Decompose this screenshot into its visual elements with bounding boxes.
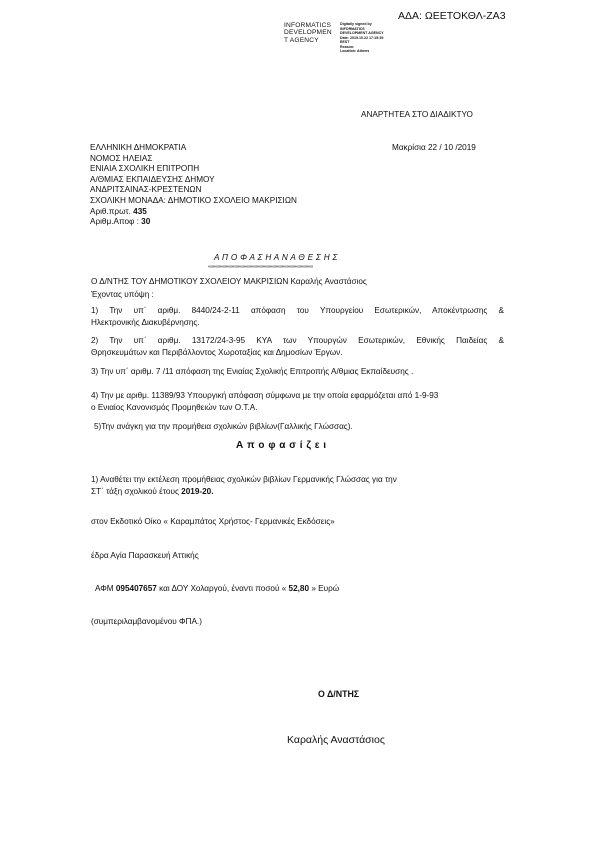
decision-number: Αριθμ.Αποφ : 30 [90, 217, 151, 227]
stamp-detail: DEVELOPMENT AGENCY [340, 31, 384, 35]
place-date: Μακρίσια 22 / 10 /2019 [392, 143, 476, 152]
item-5: 5)Την ανάγκη για την προμήθεια σχολικών βιβλίων(Γαλλικής Γλώσσας). [94, 422, 353, 431]
item-2-line-1: 2) Την υπ΄ αριθμ. 13172/24-3-95 ΚΥΑ των Υπουργών Εσωτερικών, Εθνικής Παιδείας & [91, 336, 504, 345]
stamp-line: T AGENCY [284, 36, 319, 44]
authority-line: ΕΛΛΗΝΙΚΗ ΔΗΜΟΚΡΑΤΙΑ [90, 143, 187, 152]
stamp-detail: INFORMATICS [340, 26, 365, 31]
vendor-line: στον Εκδοτικό Οίκο « Καραμπάτος Χρήστος- Γερμανικές Εκδόσεις» [91, 517, 335, 526]
stamp-line: DEVELOPMEN [284, 29, 332, 37]
authority-line: ΣΧΟΛΙΚΗ ΜΟΝΑΔΑ: ΔΗΜΟΤΙΚΟ ΣΧΟΛΕΙΟ ΜΑΚΡΙΣΙΩΝ [90, 195, 297, 205]
authority-line: Α/ΘΜΙΑΣ ΕΚΠΑΙΔΕΥΣΗΣ ΔΗΜΟΥ [90, 174, 215, 184]
item-4-line-1: 4) Την με αριθμ. 11389/93 Υπουργική απόφαση σύμφωνα με την οποία εφαρμόζεται από 1-9-93 [91, 391, 439, 400]
title-rule: «««««««««««««««««««««««««««««««««««««««««««« [208, 264, 313, 270]
vat-line: (συμπεριλαμβανομένου ΦΠΑ.) [91, 617, 202, 626]
stamp-detail: Date: 2019.10.22 17:15:39 [340, 35, 384, 40]
signature-role: Ο Δ/ΝΤΗΣ [318, 689, 360, 699]
item-1-line-1: 1) Την υπ΄ αριθμ. 8440/24-2-11 απόφαση του Υπουργείου Εσωτερικών, Αποκέντρωσης & [91, 306, 504, 315]
stamp-detail: Reason: [340, 44, 355, 49]
decides-heading: Α π ο φ α σ ί ζ ε ι [236, 440, 327, 451]
document-title: Α Π Ο Φ Α Σ Η Α Ν Α Θ Ε Σ Η Σ [214, 253, 338, 262]
authority-line: ΕΝΙΑΙΑ ΣΧΟΛΙΚΗ ΕΠΙΤΡΟΠΗ [90, 164, 200, 174]
signature-name: Καραλής Αναστάσιος [287, 734, 385, 746]
intro-line: Ο Δ/ΝΤΗΣ ΤΟΥ ΔΗΜΟΤΙΚΟΥ ΣΧΟΛΕΙΟΥ ΜΑΚΡΙΣΙΩΝ Καραλής Αναστάσιος [91, 277, 367, 286]
item-3: 3) Την υπ΄ αριθμ. 7 /11 απόφαση της Ενιαίας Σχολικής Επιτροπής Α/θμιας Εκπαίδευσης . [91, 367, 414, 376]
publication-note: ΑΝΑΡΤΗΤΕΑ ΣΤΟ ΔΙΑΔΙΚΤΥΟ [361, 110, 473, 119]
authority-line: ΝΟΜΟΣ ΗΛΕΙΑΣ [90, 153, 153, 163]
item-4-line-2: ο Ενιαίος Κανονισμός Προμηθειών των Ο.Τ.Α. [91, 403, 258, 412]
signature-stamp-details [340, 22, 384, 54]
signature-stamp [284, 22, 332, 44]
stamp-detail: Location: Athens [340, 49, 370, 53]
stamp-line: INFORMATICS [284, 22, 332, 29]
considering-label: Έχοντας υπόψη : [91, 290, 154, 299]
stamp-detail: Digitally signed by [340, 22, 372, 26]
seat-line: έδρα Αγία Παρασκευή Αττικής [91, 551, 199, 560]
item-1-line-2: Ηλεκτρονικής Διακυβέρνησης. [91, 318, 200, 327]
decision-line-1: 1) Αναθέτει την εκτέλεση προμήθειας σχολικών βιβλίων Γερμανικής Γλώσσας για την [91, 475, 397, 484]
afm-line: ΑΦΜ 095407657 και ΔΟΥ Χολαργού, έναντι ποσού « 52,80 » Ευρώ [95, 584, 340, 593]
stamp-detail: EEST [340, 40, 350, 44]
decision-line-2: ΣΤ΄ τάξη σχολικού έτους 2019-20. [91, 487, 214, 496]
ada-code: ΑΔΑ: ΩΕΕΤΟΚΘΛ-ΖΑ3 [398, 10, 506, 22]
authority-block [90, 143, 297, 228]
protocol-number: Αριθ.πρωτ. 435 [90, 206, 147, 216]
authority-line: ΑΝΔΡΙΤΣΑΙΝΑΣ-ΚΡΕΣΤΕΝΩΝ [90, 185, 202, 195]
item-2-line-2: Θρησκευμάτων και Περιβάλλοντος Χωροταξίας και Δημοσίων Έργων. [91, 348, 343, 357]
